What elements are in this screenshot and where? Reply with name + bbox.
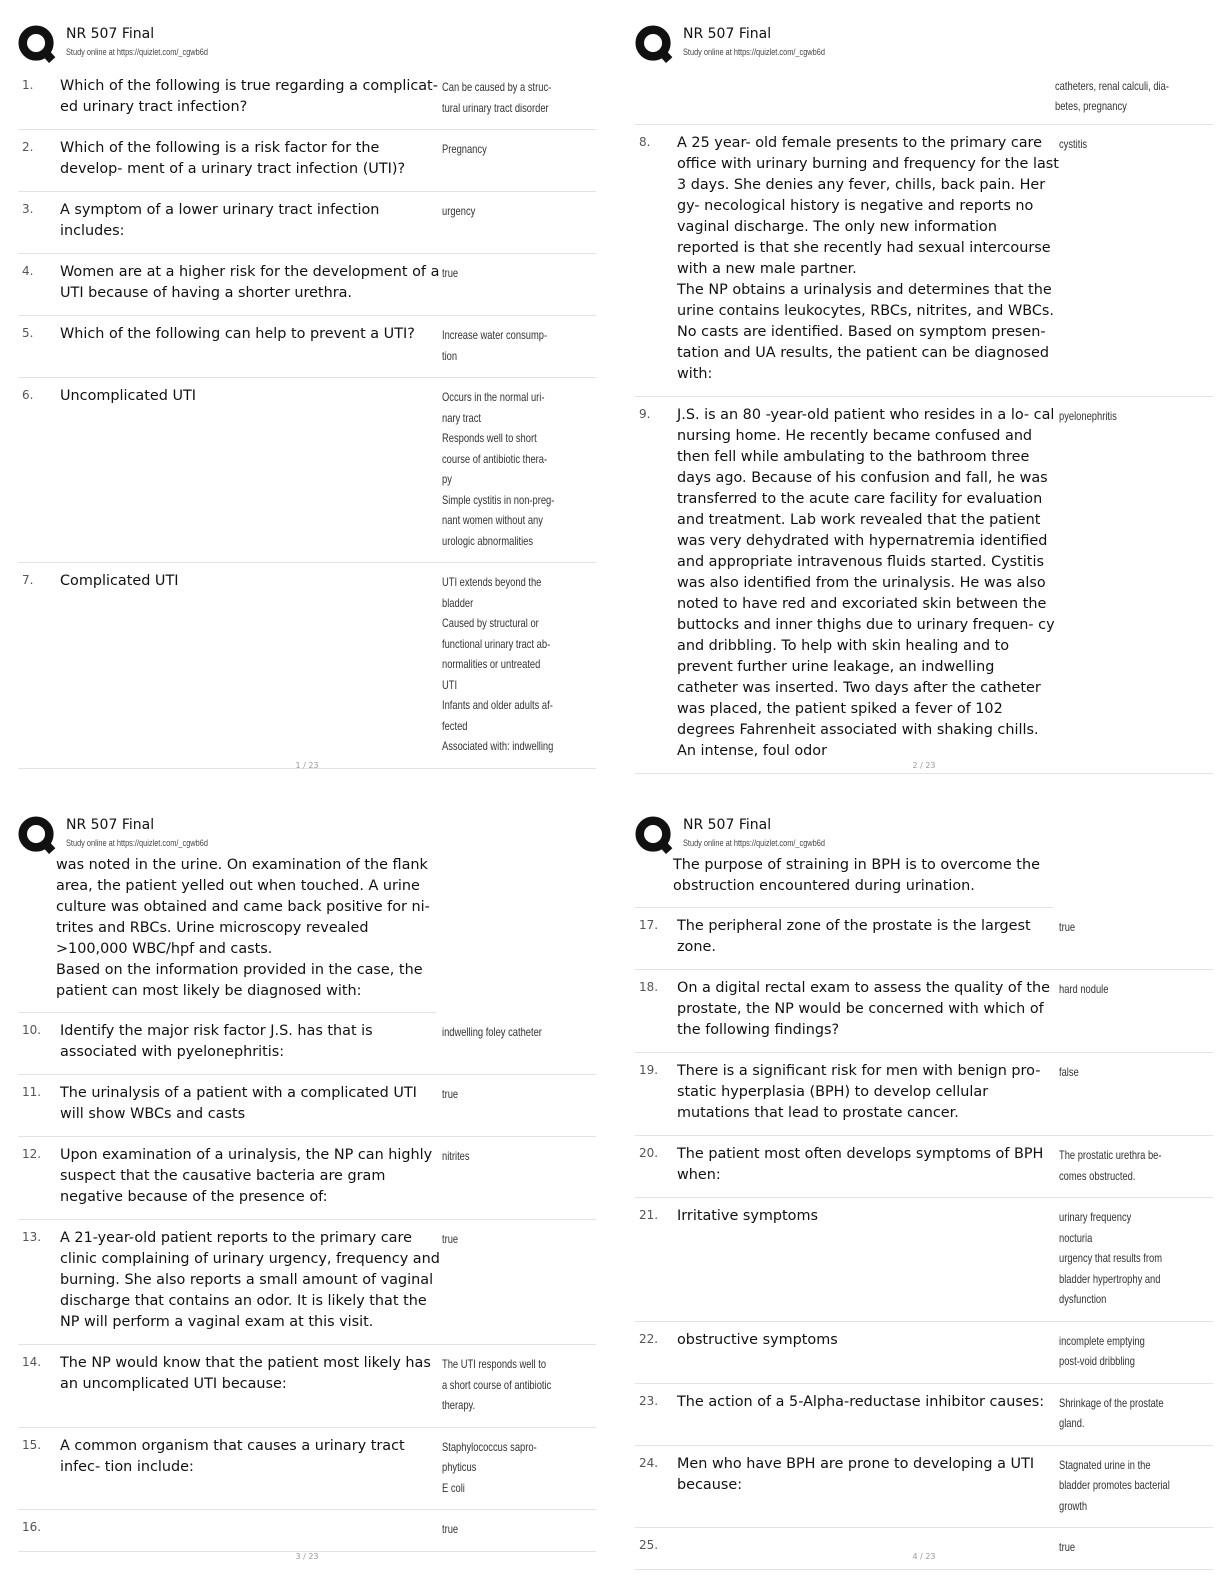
answer-text [1059,916,1209,958]
answer-line: a short course of antibiotic [442,1377,552,1392]
question-number: 3. [22,202,34,216]
answer-text [1059,1454,1209,1517]
question-text: Uncomplicated UTI [60,388,197,404]
answer-line: Infants and older adults af- [442,698,553,712]
question-text: Irritative symptoms [677,1208,818,1224]
answer-text [1059,1061,1209,1124]
answer-line: course of antibiotic thera- [442,451,548,466]
question-number: 10. [22,1023,42,1037]
question-text: The patient most often develops symptoms of BPH when: [677,1146,1044,1183]
question-text [677,1536,1059,1558]
answer-line: betes, pregnancy [1055,99,1127,113]
answer-line: nant women without any [442,513,543,527]
question-row [18,1220,596,1345]
question-text: There is a significant risk for men with benign pro- static hyperplasia (BPH) to develop cellular mutations that lead to prostate cancer. [677,1063,1041,1121]
question-text: The action of a 5-Alpha-reductase inhibitor causes: [677,1393,1045,1410]
answer-line: incomplete emptying [1059,1333,1145,1348]
answer-text [442,571,592,757]
quizlet-logo-icon [18,25,56,63]
question-number: 21. [639,1208,659,1222]
answer-text [1059,1206,1209,1310]
answer-text [442,138,592,180]
study-link[interactable]: Study online at https://quizlet.com/_cgwb6d [683,838,825,848]
question-text: A symptom of a lower urinary tract infection includes: [60,202,380,239]
study-link[interactable]: Study online at https://quizlet.com/_cgwb6d [66,47,208,57]
question-row [635,1446,1213,1529]
answer-line: bladder [442,595,474,610]
answer-text [1059,978,1209,1041]
answer-line: Pregnancy [442,142,487,156]
page-1 [18,20,596,780]
answer-text [442,1353,592,1416]
answer-line: Shrinkage of the prostate [1059,1395,1164,1410]
answer-text [442,1228,592,1333]
question-number: 20. [639,1146,659,1160]
page-number: 4 / 23 [912,1552,936,1561]
answer-line: Can be caused by a struc- [442,80,552,94]
answer-line: true [442,1232,459,1246]
answer-line: indwelling foley catheter [442,1025,542,1039]
answer-line: dysfunction [1059,1292,1107,1306]
answer-line: fected [442,718,468,733]
question-list [18,68,596,769]
answer-line: true [442,1522,459,1536]
page-2 [635,20,1213,780]
answer-line: true [442,266,459,280]
doc-title: NR 507 Final [683,26,772,42]
question-row [18,130,596,192]
answer-line: UTI [442,677,458,692]
answer-line: The prostatic urethra be- [1059,1148,1162,1162]
answer-line: nitrites [442,1149,470,1163]
question-row [635,970,1213,1053]
question-text: A common organism that causes a urinary tract infec- tion include: [60,1437,405,1475]
answer-line: bladder promotes bacterial [1059,1478,1170,1492]
answer-line: Occurs in the normal uri- [442,390,545,404]
answer-text [442,1436,592,1499]
question-list [18,855,596,1552]
answer-text [1059,1536,1209,1558]
answer-line: Responds well to short [442,431,537,445]
answer-line: post-void dribbling [1059,1354,1135,1368]
question-row [635,1136,1213,1198]
question-text: Identify the major risk factor J.S. has that is associated with pyelonephritis: [60,1023,373,1060]
question-row [18,1345,596,1428]
question-row [635,125,1213,397]
answer-line: UTI extends beyond the [442,575,542,589]
answer-line: phyticus [442,1460,477,1474]
answer-line: py [442,472,452,486]
answer-line: true [1059,920,1076,934]
question-row [18,1510,596,1552]
question-text: Upon examination of a urinalysis, the NP can highly suspect that the causative bacteria are gram negative because of the presence of: [60,1147,433,1205]
question-row [18,1137,596,1220]
answer-line: urgency [442,204,476,218]
answer-line: true [1059,1540,1076,1554]
question-row [18,1013,596,1075]
question-number: 11. [22,1085,42,1099]
answer-line: Stagnated urine in the [1059,1457,1151,1472]
question-number: 17. [639,918,659,932]
answer-line: urgency that results from [1059,1251,1163,1265]
doc-title: NR 507 Final [66,26,155,42]
answer-line: Staphylococcus sapro- [442,1439,537,1454]
question-text: A 25 year- old female presents to the primary care office with urinary burning and frequency for the last 3 days. She denies any fever, chills, back pain. Her gy- necological history is negative and reports no vaginal discharge. The only new information reported is that she recently had sexual intercourse with a new male partner. The NP obtains a urinalysis and determines that the urine contains leukocytes, RBCs, nitrites, and WBCs. No casts are identified. Based on symptom presen- tation and UA results, the patient can be diagnosed with: [677,135,1059,382]
question-number: 12. [22,1147,42,1161]
question-number: 1. [22,78,34,92]
question-row [635,1384,1213,1446]
answer-line: normalities or untreated [442,657,541,671]
question-number: 23. [639,1393,659,1408]
quizlet-logo-icon [635,816,673,854]
question-number: 25. [639,1538,659,1552]
page-4 [635,811,1213,1571]
page-number: 1 / 23 [295,761,319,770]
answer-line: functional urinary tract ab- [442,636,551,651]
question-row [635,397,1213,774]
question-text: On a digital rectal exam to assess the quality of the prostate, the NP would be concerned with which of the following findings? [677,980,1050,1038]
answer-text [442,1083,592,1125]
answer-text [1059,1392,1209,1434]
answer-text [442,1145,592,1208]
quizlet-logo-icon [635,25,673,63]
answer-line: E coli [442,1480,465,1495]
answer-text [1059,1330,1209,1372]
page-header [635,20,1213,66]
question-number: 9. [639,407,651,421]
question-text: obstructive symptoms [677,1331,838,1348]
question-row [635,1053,1213,1136]
question-list [635,68,1213,774]
question-row [635,908,1213,970]
question-number: 14. [22,1355,42,1369]
answer-line: urinary frequency [1059,1210,1132,1224]
answer-line: therapy. [442,1398,476,1412]
answer-line: Increase water consump- [442,328,548,342]
answer-line: tural urinary tract disorder [442,100,549,115]
answer-line: gland. [1059,1416,1085,1430]
question-number: 5. [22,326,34,340]
question-text: The NP would know that the patient most likely has an uncomplicated UTI because: [60,1355,431,1392]
answer-text [1059,1144,1209,1186]
answer-line: catheters, renal calculi, dia- [1055,79,1169,93]
answer-line: Caused by structural or [442,616,539,630]
answer-text [442,1518,592,1540]
question-row [635,1198,1213,1322]
doc-title: NR 507 Final [66,817,155,833]
answer-line: nocturia [1059,1230,1093,1245]
question-text: Women are at a higher risk for the development of a UTI because of having a shorter urethra. [60,264,440,301]
answer-line: true [442,1087,459,1101]
question-text: Which of the following can help to prevent a UTI? [60,326,415,342]
quizlet-logo-icon [18,816,56,854]
answer-line: growth [1059,1498,1088,1513]
answer-line: false [1059,1065,1079,1079]
question-number: 15. [22,1437,42,1452]
page-header [18,20,596,66]
question-row [18,192,596,254]
question-text: The urinalysis of a patient with a complicated UTI will show WBCs and casts [60,1085,417,1122]
question-row [18,1428,596,1511]
question-row [635,1322,1213,1384]
answer-line: hard nodule [1059,982,1109,996]
question-text [60,1518,442,1540]
answer-line: Simple cystitis in non-preg- [442,492,555,507]
question-row [18,1075,596,1137]
continued-question: The purpose of straining in BPH is to overcome the obstruction encountered during urination. [635,855,1053,908]
question-row [18,254,596,316]
question-number: 8. [639,135,651,149]
answer-text [442,324,592,366]
question-text: Men who have BPH are prone to developing a UTI because: [677,1455,1035,1493]
question-number: 6. [22,388,34,402]
answer-line: comes obstructed. [1059,1168,1136,1183]
answer-line: urologic abnormalities [442,533,534,548]
question-number: 16. [22,1520,42,1534]
answer-line: Associated with: indwelling [442,739,554,753]
question-number: 2. [22,140,34,154]
question-number: 13. [22,1230,42,1244]
question-row [635,1528,1213,1570]
doc-title: NR 507 Final [683,817,772,833]
study-link[interactable]: Study online at https://quizlet.com/_cgwb6d [66,838,208,848]
question-text: Complicated UTI [60,573,179,589]
question-row [18,316,596,378]
answer-line: cystitis [1059,137,1088,151]
question-row [18,68,596,130]
answer-text [1059,133,1209,385]
answer-line: bladder hypertrophy and [1059,1271,1161,1286]
question-row [18,378,596,563]
answer-text [442,200,592,242]
answer-text [442,262,592,304]
page-header [18,811,596,857]
page-number: 3 / 23 [295,1552,319,1561]
question-number: 19. [639,1063,659,1077]
answer-text [442,386,592,551]
question-text: J.S. is an 80 -year-old patient who resides in a lo- cal nursing home. He recently became confused and then fell while ambulating to the bathroom three days ago. Because of his confusion and fall, he was transferred to the acute care facility for evaluation and treatment. Lab work revealed that the patient was very dehydrated with hypernatremia identified and appropriate intravenous fluids started. Cystitis was also identified from the urinalysis. He was also noted to have red and excoriated skin between the buttocks and inner thighs due to urinary frequen- cy and dribbling. To help with skin healing and to prevent further urine leakage, an indwelling catheter was inserted. Two days after the catheter was placed, the patient spiked a fever of 102 degrees Fahrenheit associated with shaking chills. An intense, foul odor [677,407,1055,759]
question-text: The peripheral zone of the prostate is the largest zone. [677,918,1031,955]
question-row [18,563,596,769]
answer-line: pyelonephritis [1059,409,1117,423]
answer-line: The UTI responds well to [442,1357,547,1371]
question-number: 18. [639,980,659,994]
page-number: 2 / 23 [912,761,936,770]
page-3 [18,811,596,1571]
page-header [635,811,1213,857]
answer-line: tion [442,348,458,363]
answer-text [1059,405,1209,762]
answer-text [442,1021,592,1063]
question-number: 4. [22,264,34,278]
continued-answer [635,68,1213,125]
question-number: 7. [22,573,34,587]
question-text: Which of the following is true regarding a complicat- ed urinary tract infection? [60,78,438,115]
question-number: 22. [639,1331,659,1346]
answer-line: nary tract [442,410,482,425]
study-link[interactable]: Study online at https://quizlet.com/_cgwb6d [683,47,825,57]
continued-question: was noted in the urine. On examination of the flank area, the patient yelled out when touched. A urine culture was obtained and came back positive for ni- trites and RBCs. Urine microscopy revealed >100,000 WBC/hpf and casts. Based on the information provided in the case, the patient can most likely be diagnosed with: [18,855,436,1013]
answer-text [442,76,592,118]
question-text: A 21-year-old patient reports to the primary care clinic complaining of urinary urgency, frequency and burning. She also reports a small amount of vaginal discharge that contains an odor. It is likely that the NP will perform a vaginal exam at this visit. [60,1230,440,1330]
question-list [635,855,1213,1570]
question-number: 24. [639,1455,659,1470]
question-text: Which of the following is a risk factor for the develop- ment of a urinary tract infection (UTI)? [60,140,406,177]
